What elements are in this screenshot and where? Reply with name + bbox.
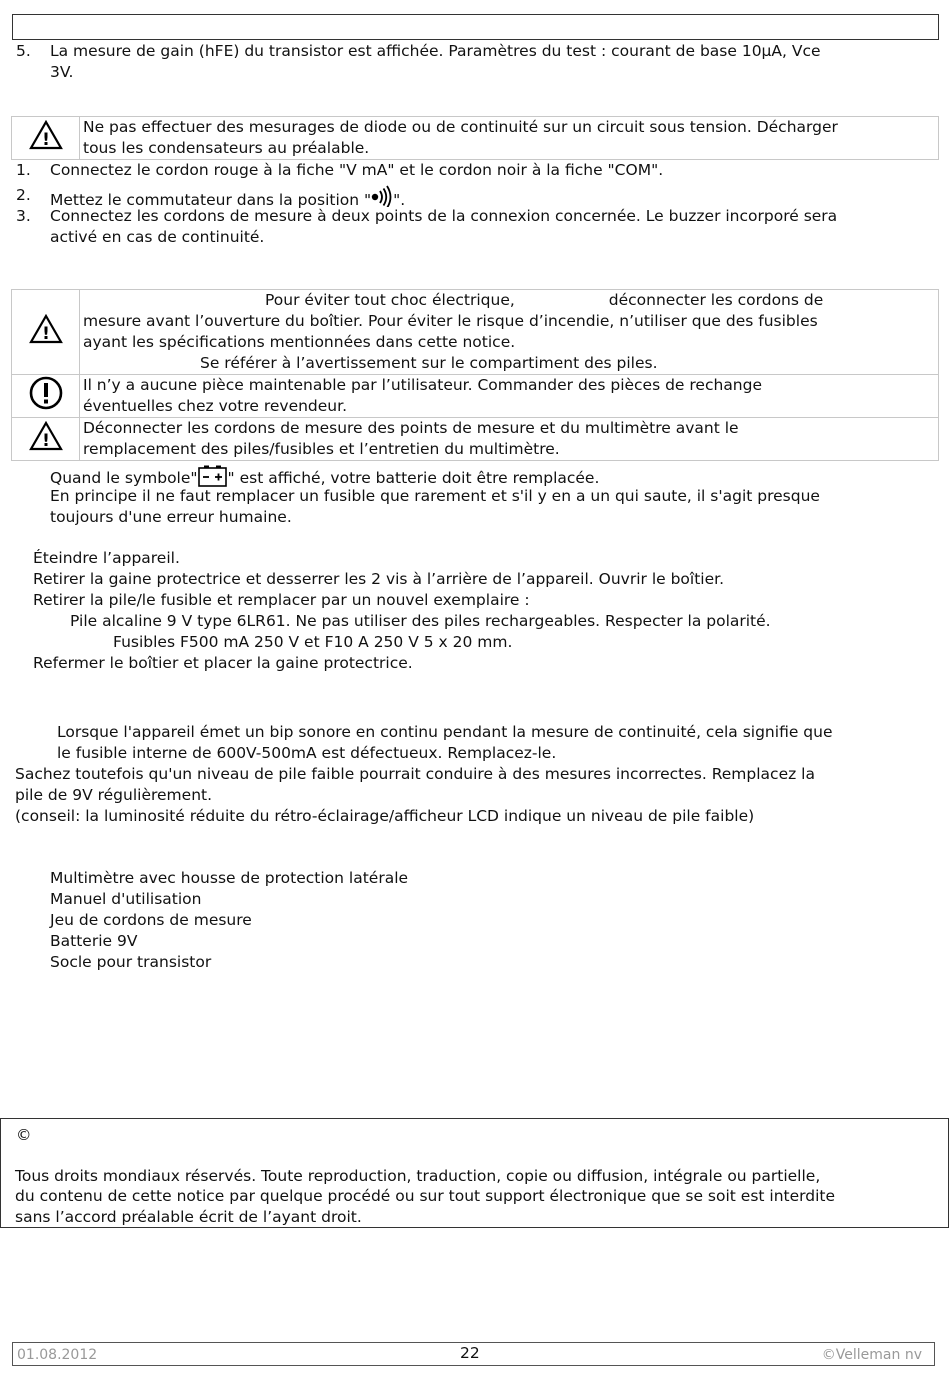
maintenance-warning-text	[80, 290, 939, 375]
copyright-box	[0, 1118, 949, 1228]
svg-text:!: !	[41, 324, 50, 344]
disconnect-warning-text	[80, 418, 939, 461]
exclamation-circle-icon	[29, 376, 63, 410]
trouble-line: le fusible interne de 600V-500mA est défectueux. Remplacez-le.	[57, 744, 557, 762]
replace-step: Retirer la pile/le fusible et remplacer par un nouvel exemplaire :	[33, 591, 530, 609]
list-number: 5.	[16, 42, 31, 60]
list-number: 3.	[16, 207, 31, 225]
replace-step: Retirer la gaine protectrice et desserrer les 2 vis à l’arrière de l’appareil. Ouvrir le boîtier.	[33, 570, 725, 588]
maintenance-line-4: Se référer à l’avertissement sur le compartiment des piles.	[200, 354, 658, 372]
battery-pre: Quand le symbole"	[50, 469, 198, 487]
warning-triangle-icon	[29, 421, 63, 451]
replace-step: Éteindre l’appareil.	[33, 549, 180, 567]
warning-cell	[12, 290, 80, 375]
package-item: Batterie 9V	[50, 932, 138, 950]
trouble-line: (conseil: la luminosité réduite du rétro-éclairage/afficheur LCD indique un niveau de pile faible)	[15, 807, 755, 825]
trouble-line: Sachez toutefois qu'un niveau de pile faible pourrait conduire à des mesures incorrectes. Remplacez la	[15, 765, 815, 783]
replace-step: Refermer le boîtier et placer la gaine protectrice.	[33, 654, 413, 672]
warning-cell	[12, 418, 80, 461]
copyright-line: sans l’accord préalable écrit de l’ayant droit.	[15, 1208, 362, 1226]
package-item: Multimètre avec housse de protection latérale	[50, 869, 409, 887]
disconnect-warning-line: Déconnecter les cordons de mesure des points de mesure et du multimètre avant le	[83, 419, 739, 437]
trouble-line: Lorsque l'appareil émet un bip sonore en continu pendant la mesure de continuité, cela signifie que	[57, 723, 833, 741]
step-2-post: ".	[393, 191, 406, 209]
fuse-note-line: toujours d'une erreur humaine.	[50, 508, 292, 526]
continuity-step-3: Connectez les cordons de mesure à deux points de la connexion concernée. Le buzzer incorporé sera	[50, 207, 838, 225]
step-2-pre: Mettez le commutateur dans la position "	[50, 191, 372, 209]
footer-date: 01.08.2012	[17, 1347, 98, 1363]
section-header-box	[12, 14, 939, 40]
info-cell	[12, 375, 80, 418]
replace-substep: Pile alcaline 9 V type 6LR61. Ne pas utiliser des piles rechargeables. Respecter la polarité.	[70, 612, 771, 630]
diode-warning-line: tous les condensateurs au préalable.	[83, 139, 370, 157]
page-footer	[12, 1342, 935, 1366]
replace-substep: Fusibles F500 mA 250 V et F10 A 250 V 5 x 20 mm.	[113, 633, 513, 651]
package-item: Jeu de cordons de mesure	[50, 911, 252, 929]
diode-warning-table	[11, 116, 939, 160]
copyright-symbol: ©	[16, 1126, 32, 1144]
service-note-line: Il n’y a aucune pièce maintenable par l’utilisateur. Commander des pièces de rechange	[83, 376, 763, 394]
warning-triangle-icon	[29, 314, 63, 344]
battery-post: " est affiché, votre batterie doit être remplacée.	[227, 469, 600, 487]
continuity-step-1: Connectez le cordon rouge à la fiche "V mA" et le cordon noir à la fiche "COM".	[50, 161, 664, 179]
page-number: 22	[460, 1344, 480, 1362]
service-note-text	[80, 375, 939, 418]
battery-icon	[198, 465, 228, 487]
copyright-line: du contenu de cette notice par quelque procédé ou sur tout support électronique que se soit est interdite	[15, 1187, 836, 1205]
maintenance-line-1a: Pour éviter tout choc électrique,	[265, 291, 515, 309]
warning-triangle-icon	[29, 120, 63, 150]
hfe-text-line: La mesure de gain (hFE) du transistor est affichée. Paramètres du test : courant de base 10µA, Vce	[50, 42, 821, 60]
list-number: 1.	[16, 161, 31, 179]
diode-warning-line: Ne pas effectuer des mesurages de diode ou de continuité sur un circuit sous tension. Décharger	[83, 118, 838, 136]
service-note-line: éventuelles chez votre revendeur.	[83, 397, 348, 415]
trouble-line: pile de 9V régulièrement.	[15, 786, 213, 804]
maintenance-warning-table	[11, 289, 939, 461]
hfe-text-line: 3V.	[50, 63, 74, 81]
disconnect-warning-line: remplacement des piles/fusibles et l’entretien du multimètre.	[83, 440, 560, 458]
warning-cell	[12, 117, 80, 160]
copyright-line: Tous droits mondiaux réservés. Toute reproduction, traduction, copie ou diffusion, intégrale ou partielle,	[15, 1167, 821, 1185]
list-number: 2.	[16, 186, 31, 204]
footer-copyright: ©Velleman nv	[821, 1347, 922, 1363]
fuse-note-line: En principe il ne faut remplacer un fusible que rarement et s'il y en a un qui saute, il s'agit presque	[50, 487, 820, 505]
maintenance-line-1b: déconnecter les cordons de	[608, 291, 824, 309]
package-item: Manuel d'utilisation	[50, 890, 202, 908]
continuity-step-3: activé en cas de continuité.	[50, 228, 265, 246]
package-item: Socle pour transistor	[50, 953, 212, 971]
svg-text:!: !	[41, 431, 50, 451]
maintenance-line-3: ayant les spécifications mentionnées dans cette notice.	[83, 333, 516, 351]
buzzer-icon	[371, 185, 393, 205]
maintenance-line-2: mesure avant l’ouverture du boîtier. Pour éviter le risque d’incendie, n’utiliser que des fusibles	[83, 312, 818, 330]
svg-text:!: !	[41, 130, 50, 150]
diode-warning-text	[80, 117, 939, 160]
